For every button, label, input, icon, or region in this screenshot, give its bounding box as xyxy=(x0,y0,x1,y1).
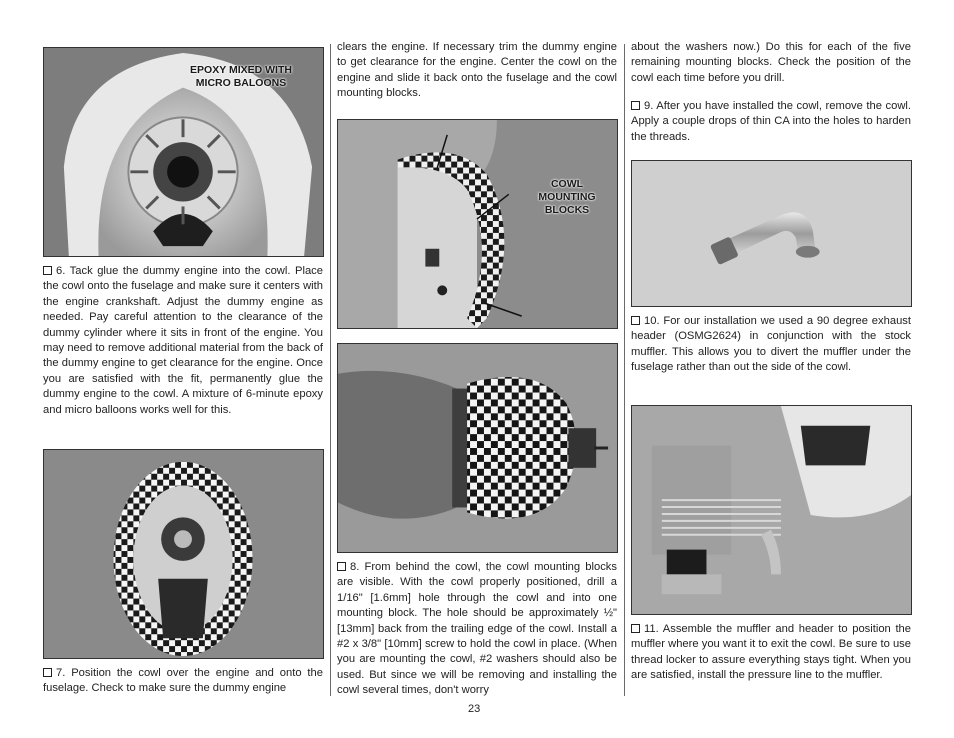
page-number: 23 xyxy=(468,703,481,715)
checkbox-icon[interactable] xyxy=(631,624,640,633)
checkbox-icon[interactable] xyxy=(631,316,640,325)
step-8-text xyxy=(337,560,617,699)
step-7-body: 7. Position the cowl over the engine and onto the fuselage. Check to make sure the dummy engine xyxy=(43,667,323,695)
checkbox-icon[interactable] xyxy=(43,668,52,677)
checkbox-icon[interactable] xyxy=(337,562,346,571)
checkbox-icon[interactable] xyxy=(631,101,640,110)
callout-cowl-mounting-blocks: COWL MOUNTING BLOCKS xyxy=(538,178,596,216)
step-10-text xyxy=(631,314,911,376)
photo-cowl-installed-side xyxy=(337,343,618,553)
step-7-continued-text: clears the engine. If necessary trim the dummy engine to get clearance for the engine. Center the cowl on the engine and slide it back onto the fuselage and the cowl mounting blocks. xyxy=(337,41,617,100)
callout-epoxy-micro-balloons: EPOXY MIXED WITH MICRO BALOONS xyxy=(190,64,292,89)
photo-muffler-assembled xyxy=(631,405,912,615)
step-6-text xyxy=(43,264,323,418)
step-10-body: 10. For our installation we used a 90 degree exhaust header (OSMG2624) in conjunction with the stock muffler. This allows you to divert the muffler under the fuselage rather than out the side of the cowl. xyxy=(631,315,911,374)
photo-cowl-mounting-blocks xyxy=(337,119,618,329)
step-9-text xyxy=(631,99,911,145)
step-11-body: 11. Assemble the muffler and header to position the muffler where you want it to exit the cowl. Be sure to use thread locker to assure everything stays tight. When you are satisfied, install the pressure line to the muffler. xyxy=(631,623,911,682)
step-9-body: 9. After you have installed the cowl, remove the cowl. Apply a couple drops of thin CA into the holes to harden the threads. xyxy=(631,100,911,143)
step-6-body: 6. Tack glue the dummy engine into the cowl. Place the cowl onto the fuselage and make sure it centers with the engine crankshaft. Adjust the dummy engine as needed. Pay careful attention to the clearance of the dummy cylinder where it sits in front of the engine. You may need to remove additional material from the back of the dummy engine to get clearance for the engine. Once you are satisfied with the fit, permanently glue the dummy engine to the cowl. A mixture of 6-minute epoxy and micro balloons works well for this. xyxy=(43,265,323,416)
step-8-body: 8. From behind the cowl, the cowl mounting blocks are visible. With the cowl properly positioned, drill a 1/16" [1.6mm] hole through the cowl and into one mounting block. The hole should be approximately ½" [13mm] back from the trailing edge of the cowl. Install a #2 x 3/8" [10mm] screw to hold the cowl in place. (When you are mounting the cowl, #2 washers should also be used. But since we will be removing and installing the cowl several times, don't worry xyxy=(337,561,617,697)
photo-checkered-cowl-front xyxy=(43,449,324,659)
step-8-continued-text: about the washers now.) Do this for each of the five remaining mounting blocks. Check the position of the cowl each time before you drill. xyxy=(631,41,911,84)
column-divider-left xyxy=(330,44,331,696)
photo-exhaust-header xyxy=(631,160,912,307)
photo-cowl-interior-epoxy xyxy=(43,47,324,257)
step-7-text xyxy=(43,666,323,697)
step-11-text xyxy=(631,622,911,684)
column-divider-right xyxy=(624,44,625,696)
checkbox-icon[interactable] xyxy=(43,266,52,275)
